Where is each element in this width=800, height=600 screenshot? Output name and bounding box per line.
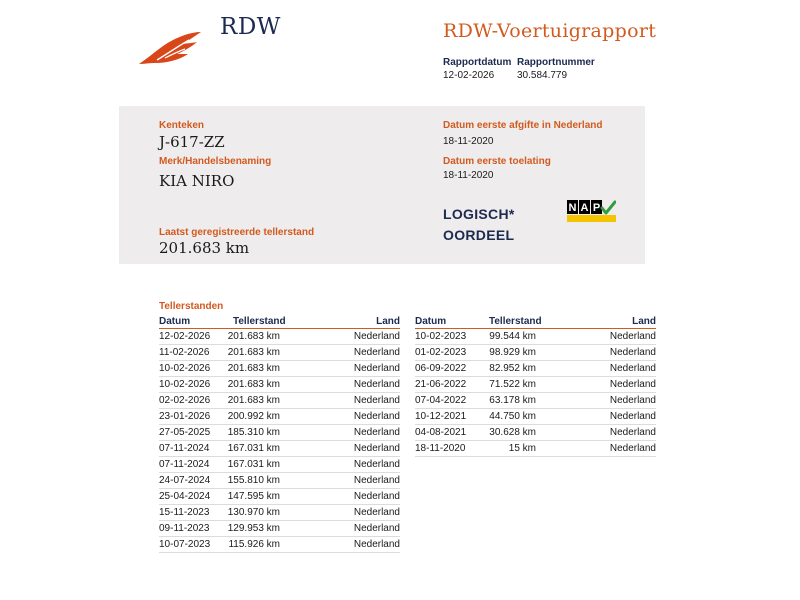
row-reading: 201.683 km bbox=[227, 363, 280, 374]
row-reading: 155.810 km bbox=[227, 475, 280, 486]
row-reading: 147.595 km bbox=[227, 491, 280, 502]
svg-text:N: N bbox=[568, 202, 577, 214]
row-country: Nederland bbox=[353, 475, 400, 486]
row-country: Nederland bbox=[609, 379, 656, 390]
make-label: Merk/Handelsbenaming bbox=[159, 156, 272, 167]
row-reading: 201.683 km bbox=[227, 395, 280, 406]
row-reading: 99.544 km bbox=[489, 331, 536, 342]
row-reading: 129.953 km bbox=[227, 523, 280, 534]
first-nl-value: 18-11-2020 bbox=[443, 136, 494, 147]
table-row bbox=[415, 393, 656, 409]
row-date: 25-04-2024 bbox=[159, 491, 211, 502]
row-date: 07-11-2024 bbox=[159, 443, 210, 454]
row-date: 01-02-2023 bbox=[415, 347, 467, 358]
table-row bbox=[159, 521, 400, 537]
row-reading: 130.970 km bbox=[227, 507, 280, 518]
table-row bbox=[159, 505, 400, 521]
odometer-value: 201.683 km bbox=[159, 239, 250, 257]
brand-name: RDW bbox=[220, 14, 281, 40]
table-row bbox=[159, 489, 400, 505]
readings-table-left bbox=[159, 316, 400, 553]
row-date: 23-01-2026 bbox=[159, 411, 211, 422]
row-country: Nederland bbox=[353, 523, 400, 534]
report-number-label: Rapportnummer bbox=[517, 57, 595, 68]
nap-verdict-line1: LOGISCH* bbox=[443, 206, 515, 222]
row-date: 10-07-2023 bbox=[159, 539, 211, 550]
row-reading: 15 km bbox=[508, 443, 536, 454]
row-reading: 167.031 km bbox=[227, 443, 280, 454]
svg-text:A: A bbox=[580, 202, 589, 214]
row-date: 12-02-2026 bbox=[159, 331, 211, 342]
table-row bbox=[159, 377, 400, 393]
row-country: Nederland bbox=[353, 331, 400, 342]
row-country: Nederland bbox=[609, 427, 656, 438]
row-reading: 201.683 km bbox=[227, 347, 280, 358]
table-row bbox=[415, 345, 656, 361]
row-country: Nederland bbox=[353, 395, 400, 406]
row-country: Nederland bbox=[353, 363, 400, 374]
row-country: Nederland bbox=[353, 507, 400, 518]
report-title: RDW-Voertuigrapport bbox=[443, 20, 657, 42]
row-date: 18-11-2020 bbox=[415, 443, 466, 454]
first-admission-value: 18-11-2020 bbox=[443, 170, 494, 181]
row-date: 27-05-2025 bbox=[159, 427, 211, 438]
col-country-header: Land bbox=[376, 316, 400, 327]
row-country: Nederland bbox=[353, 411, 400, 422]
nap-check-icon bbox=[567, 200, 616, 222]
row-date: 11-02-2026 bbox=[159, 347, 210, 358]
row-country: Nederland bbox=[609, 331, 656, 342]
nap-verdict bbox=[443, 204, 515, 246]
row-country: Nederland bbox=[609, 347, 656, 358]
table-row bbox=[159, 393, 400, 409]
row-date: 15-11-2023 bbox=[159, 507, 210, 518]
row-date: 10-12-2021 bbox=[415, 411, 467, 422]
row-reading: 201.683 km bbox=[227, 331, 280, 342]
odometer-label: Laatst geregistreerde tellerstand bbox=[159, 227, 315, 238]
row-country: Nederland bbox=[353, 379, 400, 390]
row-reading: 44.750 km bbox=[489, 411, 536, 422]
first-admission-label: Datum eerste toelating bbox=[443, 156, 551, 167]
row-date: 10-02-2023 bbox=[415, 331, 467, 342]
row-date: 09-11-2023 bbox=[159, 523, 210, 534]
table-row bbox=[159, 537, 400, 553]
row-reading: 200.992 km bbox=[227, 411, 280, 422]
col-date-header: Datum bbox=[159, 316, 191, 327]
row-reading: 115.926 km bbox=[228, 539, 280, 550]
table-row bbox=[415, 377, 656, 393]
table-row bbox=[159, 361, 400, 377]
row-date: 24-07-2024 bbox=[159, 475, 211, 486]
col-date-header: Datum bbox=[415, 316, 447, 327]
plate-label: Kenteken bbox=[159, 120, 205, 131]
table-row bbox=[159, 441, 400, 457]
row-date: 06-09-2022 bbox=[415, 363, 467, 374]
row-date: 07-11-2024 bbox=[159, 459, 210, 470]
table-row bbox=[415, 425, 656, 441]
report-date: 12-02-2026 bbox=[443, 70, 495, 81]
row-date: 21-06-2022 bbox=[415, 379, 467, 390]
row-date: 07-04-2022 bbox=[415, 395, 467, 406]
table-row bbox=[159, 473, 400, 489]
row-reading: 71.522 km bbox=[489, 379, 536, 390]
first-nl-label: Datum eerste afgifte in Nederland bbox=[443, 120, 603, 131]
row-country: Nederland bbox=[353, 491, 400, 502]
table-row bbox=[159, 409, 400, 425]
row-date: 04-08-2021 bbox=[415, 427, 467, 438]
row-date: 02-02-2026 bbox=[159, 395, 211, 406]
plate-value: J-617-ZZ bbox=[159, 133, 225, 151]
svg-text:P: P bbox=[592, 202, 601, 214]
col-reading-header: Tellerstand bbox=[489, 316, 542, 327]
table-row bbox=[159, 345, 400, 361]
row-country: Nederland bbox=[609, 443, 656, 454]
row-country: Nederland bbox=[353, 427, 400, 438]
table-row bbox=[415, 441, 656, 457]
table-row bbox=[415, 329, 656, 345]
col-reading-header: Tellerstand bbox=[233, 316, 286, 327]
table-header bbox=[415, 316, 656, 329]
table-header bbox=[159, 316, 400, 329]
row-reading: 167.031 km bbox=[227, 459, 280, 470]
row-reading: 82.952 km bbox=[489, 363, 536, 374]
report-date-label: Rapportdatum bbox=[443, 57, 512, 68]
table-row bbox=[415, 361, 656, 377]
row-country: Nederland bbox=[609, 395, 656, 406]
report-number: 30.584.779 bbox=[517, 70, 568, 81]
table-row bbox=[159, 425, 400, 441]
row-reading: 98.929 km bbox=[489, 347, 536, 358]
row-reading: 63.178 km bbox=[489, 395, 536, 406]
make-value: KIA NIRO bbox=[159, 172, 235, 190]
table-row bbox=[159, 329, 400, 345]
row-reading: 201.683 km bbox=[227, 379, 280, 390]
readings-table-right bbox=[415, 316, 656, 457]
table-row bbox=[159, 457, 400, 473]
row-country: Nederland bbox=[353, 347, 400, 358]
row-country: Nederland bbox=[609, 411, 656, 422]
row-reading: 185.310 km bbox=[227, 427, 280, 438]
row-country: Nederland bbox=[609, 363, 656, 374]
table-row bbox=[415, 409, 656, 425]
row-country: Nederland bbox=[353, 459, 400, 470]
nap-verdict-line2: OORDEEL bbox=[443, 227, 515, 243]
rdw-logo-icon bbox=[137, 30, 203, 66]
readings-title: Tellerstanden bbox=[159, 301, 224, 312]
row-country: Nederland bbox=[353, 443, 400, 454]
col-country-header: Land bbox=[632, 316, 656, 327]
row-date: 10-02-2026 bbox=[159, 379, 211, 390]
row-date: 10-02-2026 bbox=[159, 363, 211, 374]
row-country: Nederland bbox=[353, 539, 400, 550]
row-reading: 30.628 km bbox=[489, 427, 536, 438]
